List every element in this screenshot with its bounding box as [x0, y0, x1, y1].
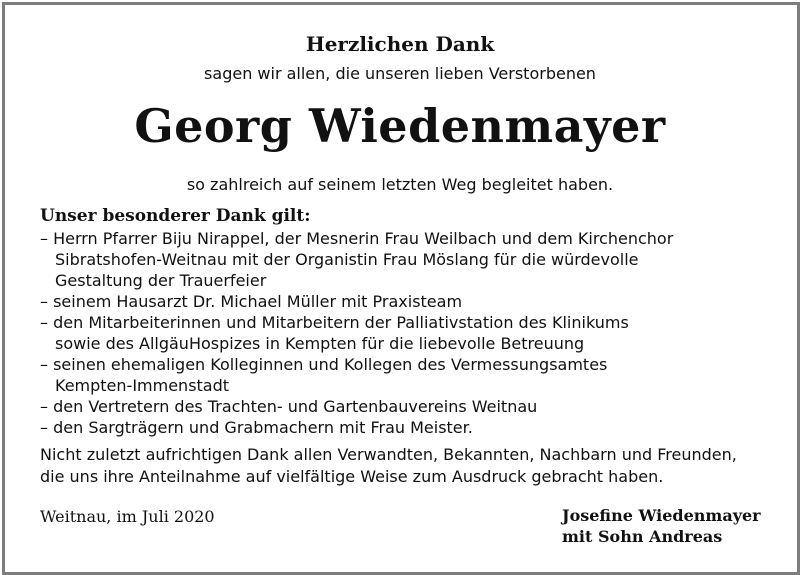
- closing-line: die uns ihre Anteilnahme auf vielfältige Weise zum Ausdruck gebracht haben.: [40, 467, 664, 486]
- special-thanks-title: Unser besonderer Dank gilt:: [40, 206, 311, 226]
- signature-line: Josefine Wiedenmayer: [562, 506, 761, 525]
- notice-intro: sagen wir allen, die unseren lieben Verstorbenen: [204, 64, 596, 83]
- thanks-list-line: Kempten-Immenstadt: [55, 376, 230, 395]
- signature-block: [562, 505, 761, 547]
- thanks-list: [40, 228, 770, 438]
- notice-outro: so zahlreich auf seinem letzten Weg begleitet haben.: [186, 175, 614, 194]
- place-date: Weitnau, im Juli 2020: [40, 507, 215, 526]
- thanks-list-line: – den Sargträgern und Grabmachern mit Frau Meister.: [40, 418, 473, 437]
- notice-heading: Herzlichen Dank: [305, 32, 495, 56]
- thanks-list-line: – Herrn Pfarrer Biju Nirappel, der Mesnerin Frau Weilbach und dem Kirchenchor: [40, 229, 674, 248]
- deceased-name: Georg Wiedenmayer: [134, 99, 666, 153]
- thanks-list-line: Sibratshofen-Weitnau mit der Organistin Frau Möslang für die würdevolle: [55, 250, 639, 269]
- thanks-list-line: Gestaltung der Trauerfeier: [55, 271, 267, 290]
- thanks-list-line: – seinem Hausarzt Dr. Michael Müller mit Praxisteam: [40, 292, 463, 311]
- thanks-list-line: sowie des AllgäuHospizes in Kempten für die liebevolle Betreuung: [55, 334, 585, 353]
- closing-line: Nicht zuletzt aufrichtigen Dank allen Verwandten, Bekannten, Nachbarn und Freunden,: [40, 445, 737, 464]
- closing-paragraph: [40, 444, 737, 488]
- signature-line: mit Sohn Andreas: [562, 527, 723, 546]
- thanks-list-line: – den Vertretern des Trachten- und Gartenbauvereins Weitnau: [40, 397, 538, 416]
- thanks-list-line: – den Mitarbeiterinnen und Mitarbeitern der Palliativstation des Klinikums: [40, 313, 629, 332]
- thanks-list-line: – seinen ehemaligen Kolleginnen und Kollegen des Vermessungsamtes: [40, 355, 608, 374]
